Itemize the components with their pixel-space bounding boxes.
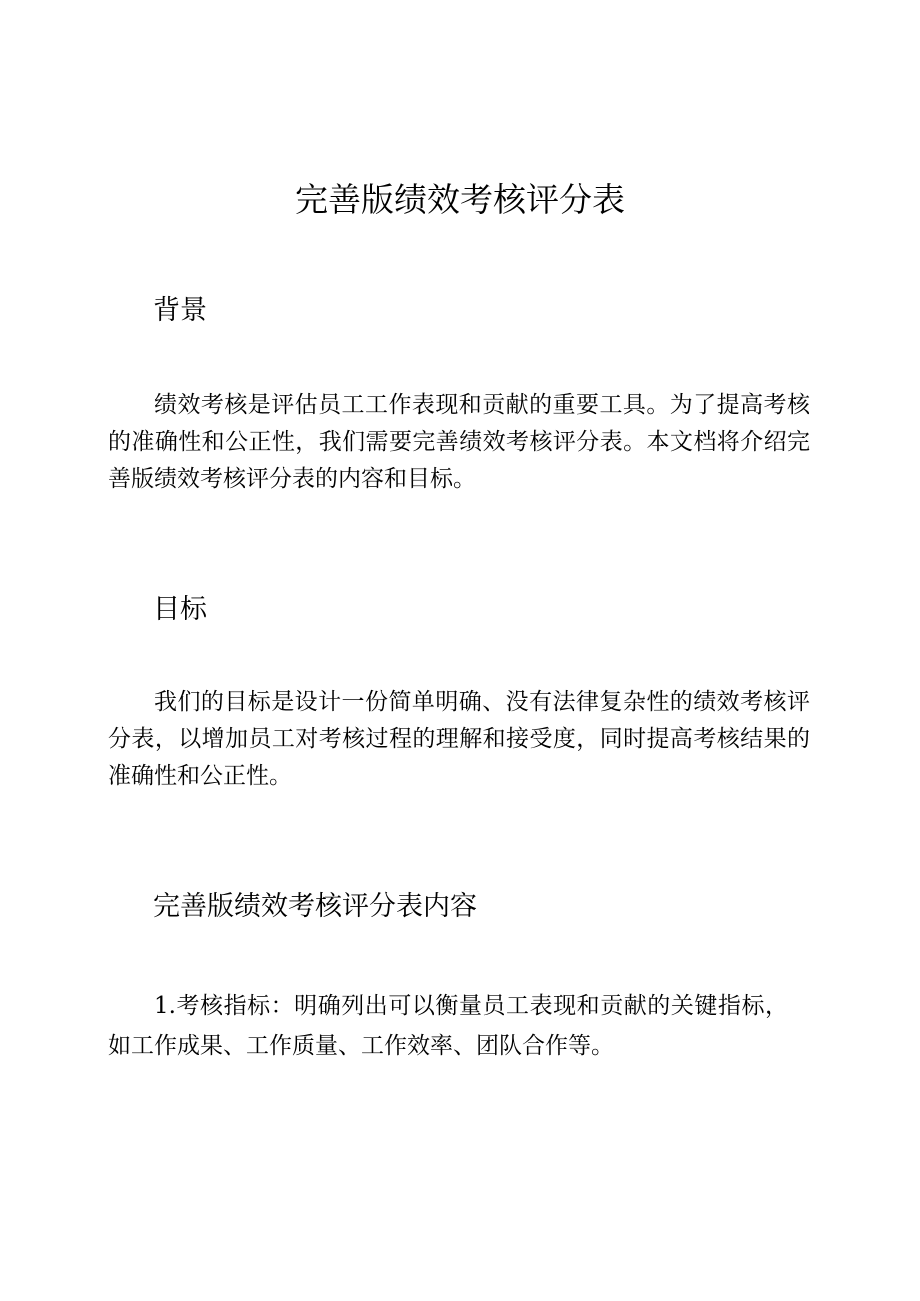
document-title: 完善版绩效考核评分表 bbox=[295, 180, 625, 219]
list-item: 1.考核指标：明确列出可以衡量员工表现和贡献的关键指标，如工作成果、工作质量、工作效率、团队合作等。 bbox=[108, 993, 788, 1059]
section-heading-background: 背景 bbox=[153, 295, 207, 326]
section-paragraph-background: 绩效考核是评估员工工作表现和贡献的重要工具。为了提高考核的准确性和公正性，我们需要完善绩效考核评分表。本文档将介绍完善版绩效考核评分表的内容和目标。 bbox=[108, 392, 810, 492]
section-heading-goal: 目标 bbox=[153, 594, 207, 625]
section-paragraph-goal: 我们的目标是设计一份简单明确、没有法律复杂性的绩效考核评分表，以增加员工对考核过程的理解和接受度，同时提高考核结果的准确性和公正性。 bbox=[108, 689, 810, 789]
section-heading-content: 完善版绩效考核评分表内容 bbox=[153, 891, 477, 922]
